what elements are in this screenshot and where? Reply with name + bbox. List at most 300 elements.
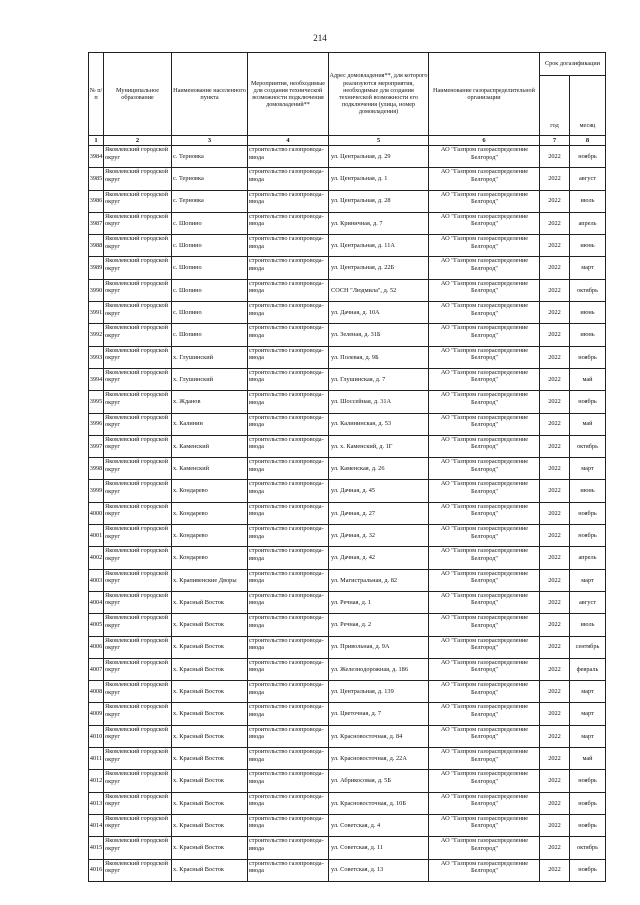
month-cell: июнь <box>570 302 606 324</box>
locality-cell: х. Кондарево <box>172 547 248 569</box>
month-cell: ноябрь <box>570 391 606 413</box>
column-number: 7 <box>540 136 570 146</box>
year-cell: 2022 <box>540 859 570 881</box>
organization-cell: АО "Газпром газораспределение Белгород" <box>429 212 540 234</box>
table-row <box>89 168 606 190</box>
municipality-cell: Яковлевский городской округ <box>104 681 172 703</box>
activity-cell: строительство газопровода-ввода <box>248 146 329 168</box>
organization-cell: АО "Газпром газораспределение Белгород" <box>429 859 540 881</box>
column-number-row <box>89 136 606 146</box>
year-cell: 2022 <box>540 302 570 324</box>
row-number: 3987 <box>89 212 104 234</box>
address-cell: ул. Дачная, д. 45 <box>329 480 429 502</box>
municipality-cell: Яковлевский городской округ <box>104 324 172 346</box>
row-number: 3998 <box>89 458 104 480</box>
row-number: 3990 <box>89 279 104 301</box>
year-cell: 2022 <box>540 725 570 747</box>
organization-cell: АО "Газпром газораспределение Белгород" <box>429 681 540 703</box>
address-cell: ул. Дачная, д. 42 <box>329 547 429 569</box>
year-cell: 2022 <box>540 257 570 279</box>
year-cell: 2022 <box>540 547 570 569</box>
table-row <box>89 302 606 324</box>
year-cell: 2022 <box>540 658 570 680</box>
address-cell: ул. Речная, д. 1 <box>329 591 429 613</box>
organization-cell: АО "Газпром газораспределение Белгород" <box>429 814 540 836</box>
row-number: 4001 <box>89 525 104 547</box>
activity-cell: строительство газопровода-ввода <box>248 190 329 212</box>
locality-cell: х. Кондарево <box>172 502 248 524</box>
header-year: год <box>540 76 570 136</box>
table-row <box>89 279 606 301</box>
address-cell: ул. Красновосточная, д. 84 <box>329 725 429 747</box>
table-row <box>89 658 606 680</box>
row-number: 3996 <box>89 413 104 435</box>
table-row <box>89 681 606 703</box>
row-number: 3986 <box>89 190 104 212</box>
address-cell: ул. Красновосточная, д. 22А <box>329 748 429 770</box>
table-row <box>89 703 606 725</box>
locality-cell: х. Красный Восток <box>172 792 248 814</box>
activity-cell: строительство газопровода-ввода <box>248 525 329 547</box>
activity-cell: строительство газопровода-ввода <box>248 636 329 658</box>
locality-cell: х. Кондарево <box>172 480 248 502</box>
address-cell: ул. Центральная, д. 29 <box>329 146 429 168</box>
locality-cell: с. Шопино <box>172 279 248 301</box>
municipality-cell: Яковлевский городской округ <box>104 302 172 324</box>
row-number: 3995 <box>89 391 104 413</box>
locality-cell: х. Глушинский <box>172 368 248 390</box>
table-row <box>89 346 606 368</box>
month-cell: август <box>570 168 606 190</box>
month-cell: октябрь <box>570 837 606 859</box>
header-num: № п/п <box>89 53 104 136</box>
address-cell: ул. Магистральная, д. 82 <box>329 569 429 591</box>
year-cell: 2022 <box>540 837 570 859</box>
organization-cell: АО "Газпром газораспределение Белгород" <box>429 525 540 547</box>
address-cell: ул. Советская, д. 13 <box>329 859 429 881</box>
year-cell: 2022 <box>540 235 570 257</box>
month-cell: ноябрь <box>570 814 606 836</box>
table-row <box>89 391 606 413</box>
year-cell: 2022 <box>540 435 570 457</box>
table-row <box>89 837 606 859</box>
municipality-cell: Яковлевский городской округ <box>104 525 172 547</box>
municipality-cell: Яковлевский городской округ <box>104 792 172 814</box>
table-row <box>89 591 606 613</box>
activity-cell: строительство газопровода-ввода <box>248 168 329 190</box>
locality-cell: с. Терновка <box>172 190 248 212</box>
activity-cell: строительство газопровода-ввода <box>248 547 329 569</box>
municipality-cell: Яковлевский городской округ <box>104 547 172 569</box>
table-row <box>89 859 606 881</box>
organization-cell: АО "Газпром газораспределение Белгород" <box>429 480 540 502</box>
year-cell: 2022 <box>540 748 570 770</box>
address-cell: ул. Центральная, д. 1 <box>329 168 429 190</box>
address-cell: ул. Речная, д. 2 <box>329 614 429 636</box>
activity-cell: строительство газопровода-ввода <box>248 435 329 457</box>
organization-cell: АО "Газпром газораспределение Белгород" <box>429 748 540 770</box>
year-cell: 2022 <box>540 391 570 413</box>
year-cell: 2022 <box>540 480 570 502</box>
locality-cell: х. Красный Восток <box>172 658 248 680</box>
month-cell: май <box>570 413 606 435</box>
header-deadline: Срок догазификации <box>540 53 606 76</box>
activity-cell: строительство газопровода-ввода <box>248 502 329 524</box>
municipality-cell: Яковлевский городской округ <box>104 190 172 212</box>
row-number: 3999 <box>89 480 104 502</box>
month-cell: май <box>570 748 606 770</box>
organization-cell: АО "Газпром газораспределение Белгород" <box>429 614 540 636</box>
locality-cell: х. Калинин <box>172 413 248 435</box>
row-number: 4016 <box>89 859 104 881</box>
column-number: 2 <box>104 136 172 146</box>
address-cell: ул. Центральная, д. 11А <box>329 235 429 257</box>
table-row <box>89 748 606 770</box>
municipality-cell: Яковлевский городской округ <box>104 703 172 725</box>
activity-cell: строительство газопровода-ввода <box>248 302 329 324</box>
month-cell: октябрь <box>570 279 606 301</box>
organization-cell: АО "Газпром газораспределение Белгород" <box>429 837 540 859</box>
locality-cell: х. Крапивенские Дворы <box>172 569 248 591</box>
month-cell: ноябрь <box>570 792 606 814</box>
row-number: 4005 <box>89 614 104 636</box>
column-number: 1 <box>89 136 104 146</box>
municipality-cell: Яковлевский городской округ <box>104 235 172 257</box>
table-row <box>89 547 606 569</box>
table-row <box>89 458 606 480</box>
row-number: 3991 <box>89 302 104 324</box>
address-cell: ул. Привольная, д. 9А <box>329 636 429 658</box>
activity-cell: строительство газопровода-ввода <box>248 324 329 346</box>
page-number: 214 <box>313 33 327 43</box>
address-cell: ул. Центральная, д. 28 <box>329 190 429 212</box>
activity-cell: строительство газопровода-ввода <box>248 458 329 480</box>
locality-cell: с. Шопино <box>172 257 248 279</box>
locality-cell: х. Красный Восток <box>172 770 248 792</box>
organization-cell: АО "Газпром газораспределение Белгород" <box>429 324 540 346</box>
locality-cell: х. Красный Восток <box>172 725 248 747</box>
address-cell: ул. Глушинская, д. 7 <box>329 368 429 390</box>
organization-cell: АО "Газпром газораспределение Белгород" <box>429 190 540 212</box>
municipality-cell: Яковлевский городской округ <box>104 435 172 457</box>
municipality-cell: Яковлевский городской округ <box>104 212 172 234</box>
year-cell: 2022 <box>540 591 570 613</box>
municipality-cell: Яковлевский городской округ <box>104 480 172 502</box>
month-cell: март <box>570 703 606 725</box>
locality-cell: х. Красный Восток <box>172 703 248 725</box>
locality-cell: х. Каменский <box>172 458 248 480</box>
activity-cell: строительство газопровода-ввода <box>248 368 329 390</box>
municipality-cell: Яковлевский городской округ <box>104 725 172 747</box>
organization-cell: АО "Газпром газораспределение Белгород" <box>429 636 540 658</box>
row-number: 4003 <box>89 569 104 591</box>
month-cell: июнь <box>570 235 606 257</box>
locality-cell: х. Красный Восток <box>172 591 248 613</box>
address-cell: ул. Цветочная, д. 7 <box>329 703 429 725</box>
table-row <box>89 502 606 524</box>
month-cell: март <box>570 681 606 703</box>
address-cell: ул. Зеленая, д. 31Б <box>329 324 429 346</box>
organization-cell: АО "Газпром газораспределение Белгород" <box>429 302 540 324</box>
year-cell: 2022 <box>540 190 570 212</box>
organization-cell: АО "Газпром газораспределение Белгород" <box>429 257 540 279</box>
table-row <box>89 435 606 457</box>
table-row <box>89 190 606 212</box>
row-number: 4002 <box>89 547 104 569</box>
row-number: 3984 <box>89 146 104 168</box>
year-cell: 2022 <box>540 346 570 368</box>
year-cell: 2022 <box>540 703 570 725</box>
locality-cell: х. Каменский <box>172 435 248 457</box>
municipality-cell: Яковлевский городской округ <box>104 658 172 680</box>
organization-cell: АО "Газпром газораспределение Белгород" <box>429 346 540 368</box>
municipality-cell: Яковлевский городской округ <box>104 614 172 636</box>
organization-cell: АО "Газпром газораспределение Белгород" <box>429 770 540 792</box>
address-cell: ул. Советская, д. 11 <box>329 837 429 859</box>
municipality-cell: Яковлевский городской округ <box>104 859 172 881</box>
organization-cell: АО "Газпром газораспределение Белгород" <box>429 391 540 413</box>
row-number: 4010 <box>89 725 104 747</box>
activity-cell: строительство газопровода-ввода <box>248 235 329 257</box>
municipality-cell: Яковлевский городской округ <box>104 502 172 524</box>
locality-cell: х. Жданов <box>172 391 248 413</box>
row-number: 3992 <box>89 324 104 346</box>
year-cell: 2022 <box>540 413 570 435</box>
year-cell: 2022 <box>540 569 570 591</box>
row-number: 4013 <box>89 792 104 814</box>
organization-cell: АО "Газпром газораспределение Белгород" <box>429 658 540 680</box>
year-cell: 2022 <box>540 681 570 703</box>
year-cell: 2022 <box>540 146 570 168</box>
organization-cell: АО "Газпром газораспределение Белгород" <box>429 279 540 301</box>
table-row <box>89 480 606 502</box>
address-cell: ул. Криничная, д. 7 <box>329 212 429 234</box>
address-cell: СОСН "Людмила", д. 52 <box>329 279 429 301</box>
row-number: 4014 <box>89 814 104 836</box>
month-cell: март <box>570 257 606 279</box>
locality-cell: с. Терновка <box>172 168 248 190</box>
address-cell: ул. Абрикосовая, д. 5Б <box>329 770 429 792</box>
table-row <box>89 569 606 591</box>
municipality-cell: Яковлевский городской округ <box>104 591 172 613</box>
municipality-cell: Яковлевский городской округ <box>104 636 172 658</box>
address-cell: ул. Советская, д. 4 <box>329 814 429 836</box>
activity-cell: строительство газопровода-ввода <box>248 591 329 613</box>
organization-cell: АО "Газпром газораспределение Белгород" <box>429 458 540 480</box>
table-row <box>89 368 606 390</box>
table-row <box>89 814 606 836</box>
year-cell: 2022 <box>540 525 570 547</box>
year-cell: 2022 <box>540 770 570 792</box>
activity-cell: строительство газопровода-ввода <box>248 681 329 703</box>
municipality-cell: Яковлевский городской округ <box>104 413 172 435</box>
table-row <box>89 257 606 279</box>
activity-cell: строительство газопровода-ввода <box>248 413 329 435</box>
table-row <box>89 212 606 234</box>
organization-cell: АО "Газпром газораспределение Белгород" <box>429 168 540 190</box>
activity-cell: строительство газопровода-ввода <box>248 770 329 792</box>
month-cell: ноябрь <box>570 859 606 881</box>
month-cell: июль <box>570 614 606 636</box>
organization-cell: АО "Газпром газораспределение Белгород" <box>429 435 540 457</box>
organization-cell: АО "Газпром газораспределение Белгород" <box>429 703 540 725</box>
municipality-cell: Яковлевский городской округ <box>104 168 172 190</box>
organization-cell: АО "Газпром газораспределение Белгород" <box>429 725 540 747</box>
organization-cell: АО "Газпром газораспределение Белгород" <box>429 146 540 168</box>
address-cell: ул. Каменская, д. 26 <box>329 458 429 480</box>
column-number: 5 <box>329 136 429 146</box>
activity-cell: строительство газопровода-ввода <box>248 658 329 680</box>
year-cell: 2022 <box>540 168 570 190</box>
month-cell: ноябрь <box>570 525 606 547</box>
activity-cell: строительство газопровода-ввода <box>248 257 329 279</box>
year-cell: 2022 <box>540 814 570 836</box>
organization-cell: АО "Газпром газораспределение Белгород" <box>429 235 540 257</box>
gasification-table <box>88 52 606 882</box>
address-cell: ул. Дачная, д. 10А <box>329 302 429 324</box>
month-cell: февраль <box>570 658 606 680</box>
header-organization: Наименование газораспределительной организации <box>429 53 540 136</box>
municipality-cell: Яковлевский городской округ <box>104 279 172 301</box>
locality-cell: х. Кондарево <box>172 525 248 547</box>
row-number: 4004 <box>89 591 104 613</box>
municipality-cell: Яковлевский городской округ <box>104 770 172 792</box>
municipality-cell: Яковлевский городской округ <box>104 391 172 413</box>
month-cell: март <box>570 569 606 591</box>
municipality-cell: Яковлевский городской округ <box>104 146 172 168</box>
activity-cell: строительство газопровода-ввода <box>248 346 329 368</box>
organization-cell: АО "Газпром газораспределение Белгород" <box>429 569 540 591</box>
activity-cell: строительство газопровода-ввода <box>248 569 329 591</box>
locality-cell: с. Шопино <box>172 212 248 234</box>
activity-cell: строительство газопровода-ввода <box>248 725 329 747</box>
municipality-cell: Яковлевский городской округ <box>104 458 172 480</box>
table-row <box>89 324 606 346</box>
activity-cell: строительство газопровода-ввода <box>248 837 329 859</box>
row-number: 4006 <box>89 636 104 658</box>
month-cell: май <box>570 368 606 390</box>
table-row <box>89 636 606 658</box>
row-number: 4008 <box>89 681 104 703</box>
row-number: 3985 <box>89 168 104 190</box>
address-cell: ул. Центральная, д. 139 <box>329 681 429 703</box>
row-number: 3994 <box>89 368 104 390</box>
table-row <box>89 413 606 435</box>
municipality-cell: Яковлевский городской округ <box>104 814 172 836</box>
activity-cell: строительство газопровода-ввода <box>248 792 329 814</box>
organization-cell: АО "Газпром газораспределение Белгород" <box>429 502 540 524</box>
address-cell: ул. Дачная, д. 32 <box>329 525 429 547</box>
municipality-cell: Яковлевский городской округ <box>104 368 172 390</box>
activity-cell: строительство газопровода-ввода <box>248 279 329 301</box>
municipality-cell: Яковлевский городской округ <box>104 257 172 279</box>
table-row <box>89 725 606 747</box>
row-number: 4000 <box>89 502 104 524</box>
year-cell: 2022 <box>540 614 570 636</box>
activity-cell: строительство газопровода-ввода <box>248 859 329 881</box>
month-cell: апрель <box>570 547 606 569</box>
table-row <box>89 614 606 636</box>
organization-cell: АО "Газпром газораспределение Белгород" <box>429 547 540 569</box>
column-number: 6 <box>429 136 540 146</box>
table-row <box>89 235 606 257</box>
municipality-cell: Яковлевский городской округ <box>104 837 172 859</box>
year-cell: 2022 <box>540 502 570 524</box>
month-cell: март <box>570 725 606 747</box>
locality-cell: с. Шопино <box>172 302 248 324</box>
locality-cell: х. Красный Восток <box>172 636 248 658</box>
locality-cell: с. Шопино <box>172 235 248 257</box>
year-cell: 2022 <box>540 792 570 814</box>
activity-cell: строительство газопровода-ввода <box>248 391 329 413</box>
month-cell: октябрь <box>570 435 606 457</box>
organization-cell: АО "Газпром газораспределение Белгород" <box>429 413 540 435</box>
year-cell: 2022 <box>540 212 570 234</box>
address-cell: ул. Центральная, д. 22Б <box>329 257 429 279</box>
row-number: 3993 <box>89 346 104 368</box>
row-number: 4011 <box>89 748 104 770</box>
year-cell: 2022 <box>540 368 570 390</box>
row-number: 4009 <box>89 703 104 725</box>
table-row <box>89 792 606 814</box>
address-cell: ул. Железнодорожная, д. 186 <box>329 658 429 680</box>
activity-cell: строительство газопровода-ввода <box>248 703 329 725</box>
organization-cell: АО "Газпром газораспределение Белгород" <box>429 792 540 814</box>
municipality-cell: Яковлевский городской округ <box>104 346 172 368</box>
activity-cell: строительство газопровода-ввода <box>248 614 329 636</box>
year-cell: 2022 <box>540 458 570 480</box>
municipality-cell: Яковлевский городской округ <box>104 748 172 770</box>
month-cell: июль <box>570 190 606 212</box>
row-number: 3988 <box>89 235 104 257</box>
row-number: 3997 <box>89 435 104 457</box>
month-cell: июнь <box>570 480 606 502</box>
locality-cell: х. Красный Восток <box>172 859 248 881</box>
header-municipality: Муниципальное образование <box>104 53 172 136</box>
address-cell: ул. Красновосточная, д. 10Б <box>329 792 429 814</box>
address-cell: ул. х. Каменский, д. 1Г <box>329 435 429 457</box>
table-row <box>89 770 606 792</box>
locality-cell: х. Красный Восток <box>172 748 248 770</box>
locality-cell: с. Шопино <box>172 324 248 346</box>
column-number: 3 <box>172 136 248 146</box>
month-cell: август <box>570 591 606 613</box>
address-cell: ул. Шоссейная, д. 31А <box>329 391 429 413</box>
row-number: 3989 <box>89 257 104 279</box>
municipality-cell: Яковлевский городской округ <box>104 569 172 591</box>
row-number: 4012 <box>89 770 104 792</box>
row-number: 4007 <box>89 658 104 680</box>
organization-cell: АО "Газпром газораспределение Белгород" <box>429 368 540 390</box>
month-cell: ноябрь <box>570 770 606 792</box>
month-cell: ноябрь <box>570 346 606 368</box>
month-cell: ноябрь <box>570 502 606 524</box>
address-cell: ул. Калининская, д. 53 <box>329 413 429 435</box>
header-locality: Наименование населенного пункта <box>172 53 248 136</box>
month-cell: июнь <box>570 324 606 346</box>
table-row <box>89 525 606 547</box>
column-number: 8 <box>570 136 606 146</box>
header-activity: Мероприятия, необходимые для создания технической возможности подключения домовладений** <box>248 53 329 136</box>
locality-cell: х. Глушинский <box>172 346 248 368</box>
year-cell: 2022 <box>540 636 570 658</box>
column-number: 4 <box>248 136 329 146</box>
locality-cell: х. Красный Восток <box>172 614 248 636</box>
row-number: 4015 <box>89 837 104 859</box>
year-cell: 2022 <box>540 279 570 301</box>
locality-cell: х. Красный Восток <box>172 681 248 703</box>
organization-cell: АО "Газпром газораспределение Белгород" <box>429 591 540 613</box>
